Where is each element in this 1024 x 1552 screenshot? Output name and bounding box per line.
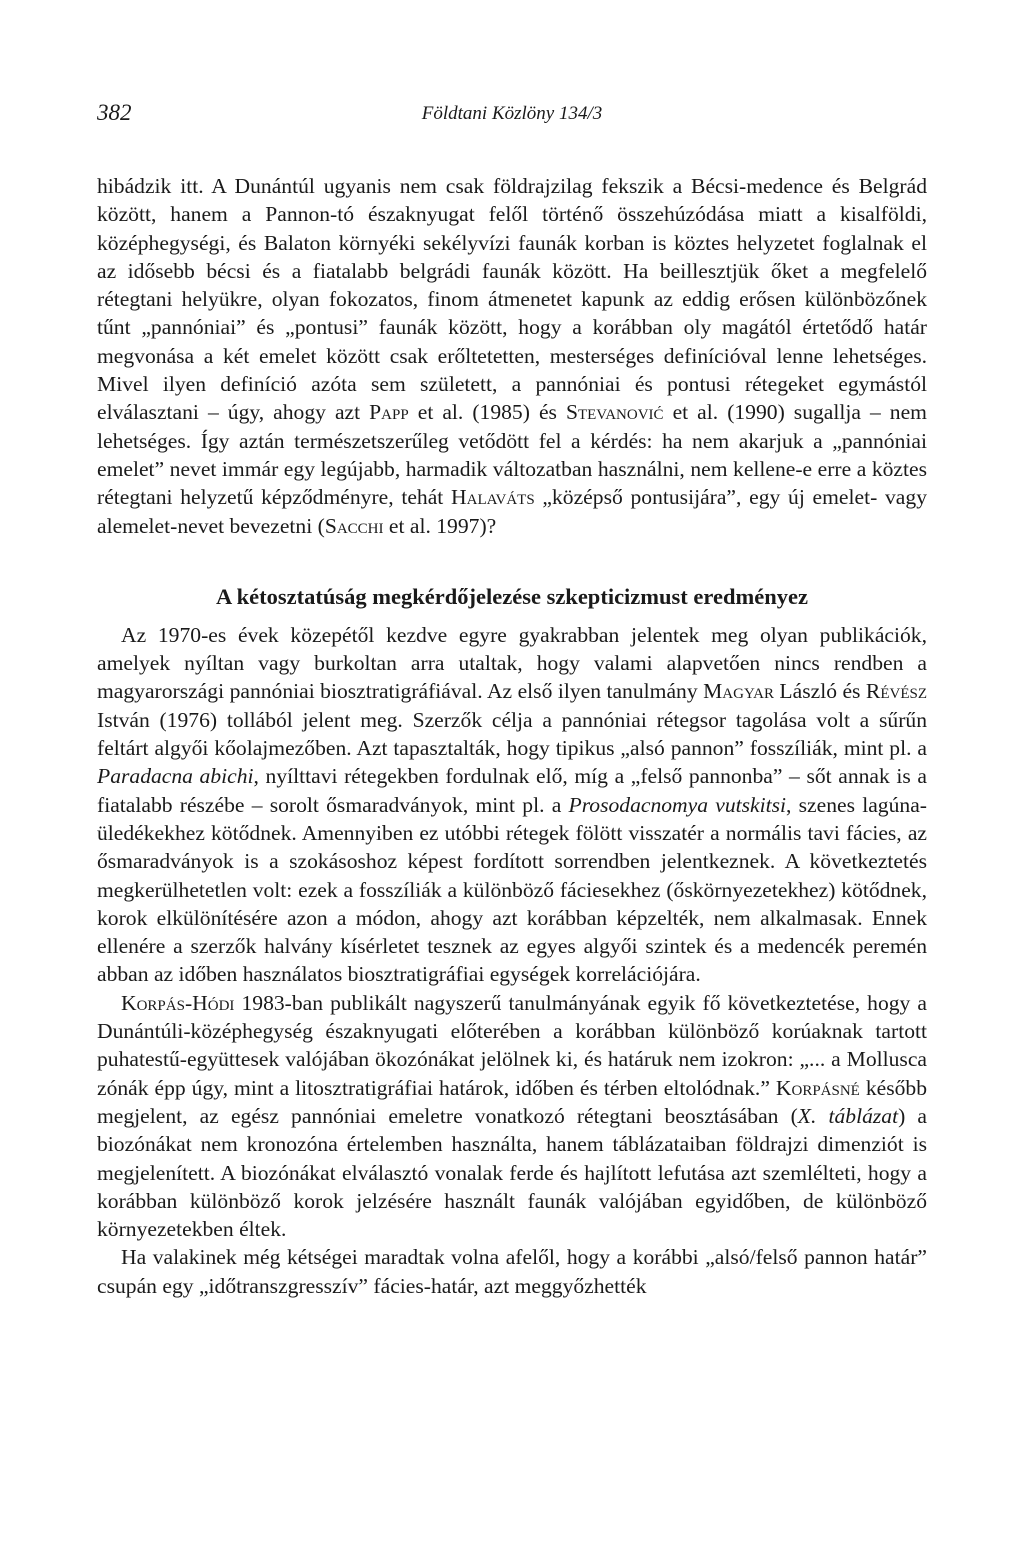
- author-name: Korpás-Hódi: [121, 990, 235, 1015]
- author-name: Papp: [369, 400, 409, 425]
- paragraph: Az 1970-es évek közepétől kezdve egyre gyakrabban jelentek meg olyan publikációk, amelyek nyíltan vagy burkoltan arra utaltak, hogy valami alapvetően nincs rendben a magyarországi pannóniai biosztratigráfiával. Az első ilyen tanulmány Magyar László és Révész István (1976) tollából jelent meg. Szerzők célja a pannóniai rétegsor tagolása volt a sűrűn feltárt algyői kőolajmezőben. Azt tapasztalták, hogy tipikus „alsó pannon” fosszíliák, mint pl. a Paradacna abichi, nyílttavi rétegekben fordulnak elő, míg a „felső pannonba” – sőt annak is a fiatalabb részébe – sorolt ősmaradványok, mint pl. a Prosodacnomya vutskitsi, szenes lagúna-üledékekhez kötődnek. Amennyiben ez utóbbi rétegek fölött visszatér a normális tavi fácies, az ősmaradványok is a szokásoshoz képest fordított sorrendben jelentkeznek. A következtetés megkerülhetetlen volt: ezek a fosszíliák a különböző fáciesekhez (őskörnyezetekhez) kötődnek, korok elkülönítésére azon a módon, ahogy azt korábban képzelték, nem alkalmasak. Ennek ellenére a szerzők halvány kísérletet tesznek az egyes algyői szintek és a medencék peremén abban az időben használatos biosztratigráfiai egységek korrelációjára.: [97, 622, 927, 987]
- author-name: Stevanović: [565, 400, 664, 425]
- paragraph: Korpás-Hódi 1983-ban publikált nagyszerű tanulmányának egyik fő következtetése, hogy a Dunántúli-középhegység északnyugati előterében a korábban különböző korúaknak tartott puhatestű-együttesek valójában ökozónákat jelölnek ki, és határuk nem izokron: „... a Mollusca zónák épp úgy, mint a litosztratigráfiai határok, időben és térben eltolódnak.” Korpásné később megjelent, az egész pannóniai emeletre vonatkozó rétegtani beosztásában (X. táblázat) a biozónákat nem kronozóna értelemben használta, hanem táblázataiban földrajzi dimenziót is megjelenített. A biozónákat elválasztó vonalak ferde és hajlított lefutása azt szemlélteti, hogy a korábban különböző korok jelzésére használt faunák valójában egyidőben, de különböző környezetekben éltek.: [97, 990, 927, 1242]
- author-name: Halaváts: [451, 485, 535, 510]
- author-name: Révész: [865, 679, 927, 704]
- author-name: Korpásné: [775, 1075, 860, 1100]
- species-name: Paradacna abichi: [97, 764, 254, 789]
- table-reference: X. táblázat: [797, 1103, 899, 1128]
- journal-title: Földtani Közlöny 134/3: [421, 103, 603, 124]
- section-heading: A kétosztatúság megkérdőjelezése szkepticizmust eredményez: [216, 583, 808, 609]
- author-name: Magyar: [703, 679, 774, 704]
- paragraph: Ha valakinek még kétségei maradtak volna afelől, hogy a korábbi „alsó/felső pannon határ” csupán egy „időtranszgresszív” fácies-határ, azt meggyőzhették: [97, 1245, 927, 1298]
- body-text: [97, 172, 927, 1300]
- author-name: Sacchi: [324, 513, 384, 538]
- paragraph-continuation: hibádzik itt. A Dunántúl ugyanis nem csak földrajzilag fekszik a Bécsi-medence és Belgrád között, hanem a Pannon-tó északnyugat felől történő összehúzódása miatt a kisalföldi, középhegységi, és Balaton környéki sekélyvízi faunák korban is köztes helyzetet foglalnak el az idősebb bécsi és a fiatalabb belgrádi faunák között. Ha beillesztjük őket a megfelelő rétegtani helyükre, olyan fokozatos, finom átmenetet kapunk az eddig erősen különbözőnek tűnt „pannóniai” és „pontusi” faunák között, hogy a korábban oly magától értetődő határ megvonása a két emelet között csak erőltetetten, mesterséges definícióval lenne lehetséges. Mivel ilyen definíció azóta sem született, a pannóniai és pontusi rétegeket egymástól elválasztani – úgy, ahogy azt Papp et al. (1985) és Stevanović et al. (1990) sugallja – nem lehetséges. Így aztán természetszerűleg vetődött fel a kérdés: ha nem akarjuk a „pannóniai emelet” nevet immár egy legújabb, harmadik változatban használni, nem kellene-e erre a köztes rétegtani helyzetű képződményre, tehát Halaváts „középső pontusijára”, egy új emelet- vagy alemelet-nevet bevezetni (Sacchi et al. 1997)?: [97, 174, 927, 538]
- species-name: Prosodacnomya vutskitsi: [568, 792, 787, 817]
- running-header: [97, 100, 927, 130]
- page-number: 382: [97, 100, 132, 125]
